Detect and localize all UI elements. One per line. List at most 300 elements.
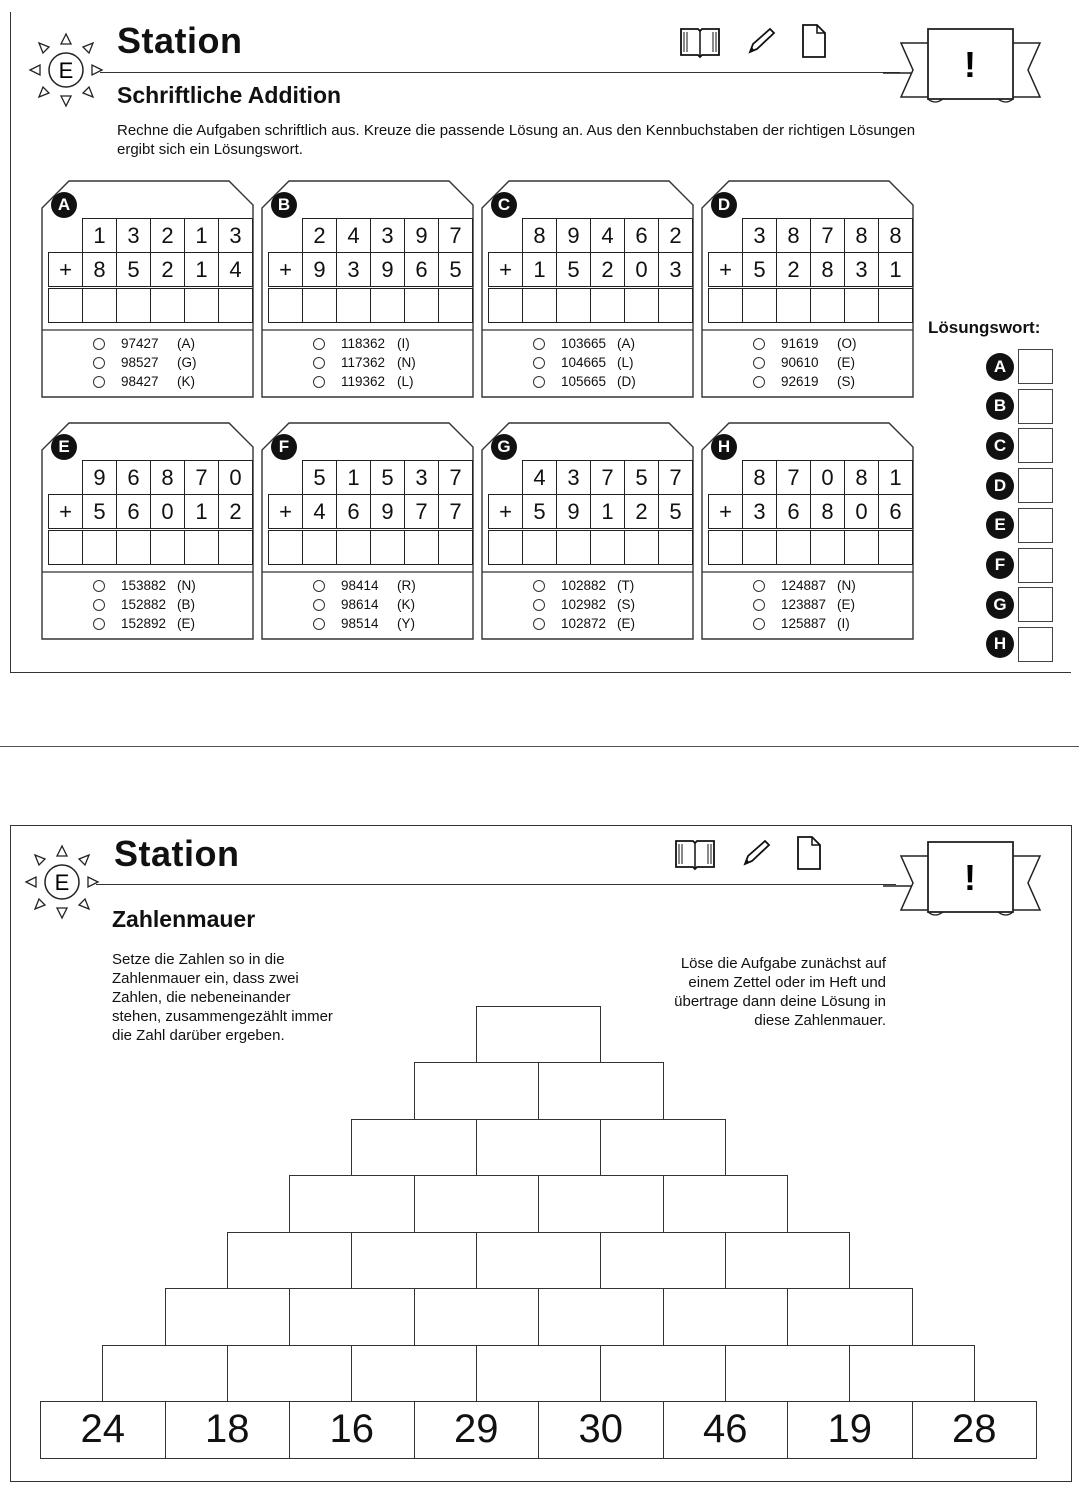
plus-sign: + (49, 253, 83, 288)
option-value: 105665 (561, 374, 607, 389)
wall-brick[interactable] (476, 1006, 602, 1064)
task-badge: G (491, 434, 517, 460)
answer-cell[interactable] (151, 530, 185, 565)
instruction-left: Setze die Zahlen so in die Zahlenmauer ein, dass zwei Zahlen, die nebeneinander stehen, zusammengezählt immer die Zahl darüber ergeben. (112, 951, 333, 1044)
answer-cell[interactable] (303, 530, 337, 565)
option-value: 102882 (561, 578, 607, 593)
digit-top (709, 219, 743, 253)
answer-cell[interactable] (337, 530, 371, 565)
digit-bottom: 3 (743, 495, 777, 530)
solution-box[interactable] (1018, 468, 1053, 503)
option-value: 92619 (781, 374, 819, 389)
solution-box[interactable] (1018, 428, 1053, 463)
answer-option[interactable] (313, 334, 416, 353)
digit-top: 0 (219, 461, 253, 495)
solution-row (986, 587, 1053, 622)
solution-badge: A (986, 353, 1014, 381)
plus-sign: + (709, 253, 743, 288)
digit-top (489, 461, 523, 495)
solution-box[interactable] (1018, 508, 1053, 543)
option-value: 119362 (341, 374, 386, 389)
wall-brick[interactable] (600, 1119, 726, 1177)
digit-bottom: 6 (405, 253, 439, 288)
radio-circle-icon[interactable] (313, 618, 325, 630)
digit-top: 3 (743, 219, 777, 253)
wall-brick[interactable] (476, 1119, 602, 1177)
page-subtitle: Schriftliche Addition (117, 82, 342, 108)
wall-base-number: 46 (663, 1401, 789, 1459)
wall-brick[interactable] (227, 1232, 353, 1290)
answer-cell[interactable] (489, 288, 523, 323)
task-card-f (261, 422, 474, 638)
answer-cell[interactable] (49, 530, 83, 565)
option-code: (K) (177, 374, 195, 389)
digit-bottom: 3 (337, 253, 371, 288)
radio-circle-icon[interactable] (93, 599, 105, 611)
digit-bottom: 6 (337, 495, 371, 530)
plus-sign: + (489, 495, 523, 530)
digit-top (49, 219, 83, 253)
digit-top: 7 (591, 461, 625, 495)
answer-cell[interactable] (743, 288, 777, 323)
wall-brick[interactable] (538, 1288, 664, 1346)
digit-top: 3 (371, 219, 405, 253)
sun-letter-2: E (54, 870, 70, 895)
wall-base-number: 19 (787, 1401, 913, 1459)
solution-row (986, 428, 1053, 463)
page-separator (0, 746, 1079, 747)
task-badge: A (51, 192, 77, 218)
task-badge: C (491, 192, 517, 218)
page-subtitle-2: Zahlenmauer (112, 906, 256, 932)
digit-bottom: 2 (219, 495, 253, 530)
addition-grid (708, 460, 913, 565)
wall-brick[interactable] (849, 1345, 975, 1403)
wall-base-number: 28 (912, 1401, 1038, 1459)
wall-brick[interactable] (289, 1288, 415, 1346)
wall-brick[interactable] (787, 1288, 913, 1346)
digit-top: 2 (303, 219, 337, 253)
answer-cell[interactable] (523, 288, 557, 323)
radio-circle-icon[interactable] (753, 618, 765, 630)
answer-cell[interactable] (83, 288, 117, 323)
solution-badge: H (986, 630, 1014, 658)
answer-cell[interactable] (219, 288, 253, 323)
answer-options (313, 576, 416, 633)
answer-cell[interactable] (625, 288, 659, 323)
digit-bottom: 5 (743, 253, 777, 288)
option-value: 102982 (561, 597, 607, 612)
digit-top: 4 (523, 461, 557, 495)
solution-badge: F (986, 551, 1014, 579)
solution-box[interactable] (1018, 349, 1053, 384)
instruction-right: Löse die Aufgabe zunächst auf einem Zettel oder im Heft und übertrage dann deine Lösung in diese Zahlenmauer. (674, 955, 886, 1029)
answer-cell[interactable] (185, 530, 219, 565)
banner-mark: ! (964, 44, 976, 85)
answer-cell[interactable] (371, 288, 405, 323)
wall-brick[interactable] (351, 1119, 477, 1177)
answer-option[interactable] (533, 595, 635, 614)
radio-circle-icon[interactable] (313, 580, 325, 592)
answer-cell[interactable] (83, 530, 117, 565)
option-code: (N) (397, 355, 416, 370)
solution-box[interactable] (1018, 587, 1053, 622)
wall-brick[interactable] (351, 1232, 477, 1290)
answer-option[interactable] (753, 372, 857, 391)
option-code: (E) (837, 597, 855, 612)
task-card-e (41, 422, 254, 638)
radio-circle-icon[interactable] (93, 376, 105, 388)
radio-circle-icon[interactable] (533, 357, 545, 369)
task-badge: D (711, 192, 737, 218)
digit-bottom: 0 (625, 253, 659, 288)
wall-brick[interactable] (289, 1175, 415, 1233)
digit-top: 7 (185, 461, 219, 495)
option-value: 97427 (121, 336, 159, 351)
digit-top: 8 (151, 461, 185, 495)
digit-bottom: 1 (185, 495, 219, 530)
solution-box[interactable] (1018, 548, 1053, 583)
radio-circle-icon[interactable] (753, 338, 765, 350)
wall-brick[interactable] (600, 1232, 726, 1290)
answer-option[interactable] (753, 353, 857, 372)
digit-bottom: 2 (151, 253, 185, 288)
digit-top: 5 (303, 461, 337, 495)
digit-top (269, 219, 303, 253)
digit-top: 5 (625, 461, 659, 495)
radio-circle-icon[interactable] (533, 580, 545, 592)
radio-circle-icon[interactable] (753, 376, 765, 388)
plus-sign: + (49, 495, 83, 530)
header-rule (100, 72, 900, 73)
digit-bottom: 5 (117, 253, 151, 288)
answer-option[interactable] (93, 576, 196, 595)
digit-top: 4 (337, 219, 371, 253)
option-code: (L) (397, 374, 414, 389)
option-value: 153882 (121, 578, 167, 593)
option-code: (E) (177, 616, 195, 631)
addition-grid (488, 218, 693, 323)
digit-top: 1 (337, 461, 371, 495)
answer-cell[interactable] (659, 288, 693, 323)
digit-bottom: 6 (879, 495, 913, 530)
answer-option[interactable] (753, 334, 857, 353)
answer-option[interactable] (533, 334, 636, 353)
answer-option[interactable] (753, 576, 856, 595)
answer-option[interactable] (533, 353, 636, 372)
answer-option[interactable] (533, 576, 635, 595)
wall-brick[interactable] (414, 1175, 540, 1233)
answer-cell[interactable] (811, 288, 845, 323)
answer-cell[interactable] (557, 288, 591, 323)
option-value: 98414 (341, 578, 379, 593)
digit-bottom: 4 (303, 495, 337, 530)
option-code: (A) (177, 336, 195, 351)
option-value: 104665 (561, 355, 607, 370)
solution-badge: G (986, 591, 1014, 619)
answer-option[interactable] (753, 614, 856, 633)
task-card-c (481, 180, 694, 396)
answer-option[interactable] (93, 595, 196, 614)
digit-bottom: 4 (219, 253, 253, 288)
answer-cell[interactable] (151, 288, 185, 323)
radio-circle-icon[interactable] (313, 376, 325, 388)
option-value: 103665 (561, 336, 607, 351)
option-value: 98614 (341, 597, 379, 612)
digit-bottom: 5 (83, 495, 117, 530)
task-badge: F (271, 434, 297, 460)
option-value: 102872 (561, 616, 607, 631)
option-value: 125887 (781, 616, 827, 631)
task-badge: B (271, 192, 297, 218)
digit-top: 7 (439, 461, 473, 495)
answer-cell[interactable] (117, 530, 151, 565)
wall-brick[interactable] (663, 1175, 789, 1233)
wall-brick[interactable] (725, 1232, 851, 1290)
answer-cell[interactable] (303, 288, 337, 323)
wall-brick[interactable] (476, 1232, 602, 1290)
radio-circle-icon[interactable] (533, 338, 545, 350)
answer-cell[interactable] (591, 530, 625, 565)
solution-badge: C (986, 432, 1014, 460)
answer-cell[interactable] (743, 530, 777, 565)
digit-bottom: 9 (557, 495, 591, 530)
digit-top (49, 461, 83, 495)
answer-option[interactable] (533, 614, 635, 633)
wall-brick[interactable] (414, 1288, 540, 1346)
answer-option[interactable] (93, 372, 197, 391)
digit-bottom: 0 (845, 495, 879, 530)
answer-cell[interactable] (879, 530, 913, 565)
option-value: 98427 (121, 374, 159, 389)
answer-cell[interactable] (49, 288, 83, 323)
answer-cell[interactable] (777, 288, 811, 323)
digit-bottom: 3 (845, 253, 879, 288)
answer-cell[interactable] (591, 288, 625, 323)
answer-cell[interactable] (709, 530, 743, 565)
answer-cell[interactable] (117, 288, 151, 323)
digit-top: 1 (879, 461, 913, 495)
option-code: (N) (837, 578, 856, 593)
radio-circle-icon[interactable] (313, 338, 325, 350)
task-card-d (701, 180, 914, 396)
toolbar-icons-2 (673, 834, 823, 872)
radio-circle-icon[interactable] (93, 580, 105, 592)
answer-option[interactable] (93, 334, 197, 353)
option-code: (G) (177, 355, 197, 370)
digit-top: 3 (219, 219, 253, 253)
radio-circle-icon[interactable] (93, 618, 105, 630)
wall-brick[interactable] (414, 1062, 540, 1120)
answer-cell[interactable] (337, 288, 371, 323)
answer-cell[interactable] (185, 288, 219, 323)
radio-circle-icon[interactable] (533, 599, 545, 611)
plus-sign: + (269, 495, 303, 530)
banner-mark-2: ! (964, 857, 976, 898)
digit-bottom: 6 (117, 495, 151, 530)
option-code: (Y) (397, 616, 415, 631)
addition-grid (488, 460, 693, 565)
option-value: 124887 (781, 578, 827, 593)
answer-cell[interactable] (709, 288, 743, 323)
digit-top: 6 (625, 219, 659, 253)
option-value: 90610 (781, 355, 819, 370)
answer-cell[interactable] (625, 530, 659, 565)
digit-top: 8 (743, 461, 777, 495)
answer-cell[interactable] (659, 530, 693, 565)
digit-bottom: 5 (523, 495, 557, 530)
digit-top (709, 461, 743, 495)
answer-cell[interactable] (523, 530, 557, 565)
addition-grid (48, 460, 253, 565)
addition-grid (268, 460, 473, 565)
digit-bottom: 1 (523, 253, 557, 288)
solution-badge: D (986, 472, 1014, 500)
solution-label: Lösungswort: (928, 318, 1041, 337)
option-value: 98514 (341, 616, 379, 631)
radio-circle-icon[interactable] (313, 599, 325, 611)
wall-base-number: 30 (538, 1401, 664, 1459)
digit-bottom: 1 (185, 253, 219, 288)
digit-top: 8 (845, 461, 879, 495)
digit-bottom: 9 (303, 253, 337, 288)
wall-brick[interactable] (351, 1345, 477, 1403)
option-code: (N) (177, 578, 196, 593)
answer-cell[interactable] (845, 530, 879, 565)
digit-top: 2 (659, 219, 693, 253)
answer-option[interactable] (313, 614, 416, 633)
exclamation-banner-icon-2 (883, 838, 1058, 918)
solution-row (986, 468, 1053, 503)
radio-circle-icon[interactable] (93, 357, 105, 369)
option-code: (L) (617, 355, 634, 370)
wall-brick[interactable] (102, 1345, 228, 1403)
answer-cell[interactable] (557, 530, 591, 565)
radio-circle-icon[interactable] (313, 357, 325, 369)
solution-box[interactable] (1018, 389, 1053, 424)
digit-bottom: 8 (83, 253, 117, 288)
answer-cell[interactable] (371, 530, 405, 565)
radio-circle-icon[interactable] (93, 338, 105, 350)
answer-option[interactable] (93, 353, 197, 372)
answer-cell[interactable] (811, 530, 845, 565)
answer-option[interactable] (313, 576, 416, 595)
option-code: (O) (837, 336, 857, 351)
plus-sign: + (269, 253, 303, 288)
task-card-a (41, 180, 254, 396)
answer-option[interactable] (313, 353, 416, 372)
sheet-icon (800, 22, 828, 60)
option-code: (S) (617, 597, 635, 612)
answer-cell[interactable] (269, 530, 303, 565)
answer-cell[interactable] (405, 288, 439, 323)
answer-option[interactable] (753, 595, 856, 614)
answer-option[interactable] (533, 372, 636, 391)
pencil-icon-2 (739, 836, 773, 870)
task-card-g (481, 422, 694, 638)
option-value: 117362 (341, 355, 386, 370)
digit-top: 7 (659, 461, 693, 495)
answer-cell[interactable] (439, 288, 473, 323)
sun-letter: E (58, 58, 74, 83)
wall-brick[interactable] (663, 1288, 789, 1346)
option-value: 152882 (121, 597, 167, 612)
answer-cell[interactable] (219, 530, 253, 565)
task-card-h (701, 422, 914, 638)
answer-option[interactable] (313, 372, 416, 391)
digit-bottom: 9 (371, 253, 405, 288)
answer-cell[interactable] (845, 288, 879, 323)
digit-top: 9 (83, 461, 117, 495)
book-icon-2 (673, 835, 717, 871)
option-code: (I) (837, 616, 850, 631)
radio-circle-icon[interactable] (533, 618, 545, 630)
answer-option[interactable] (93, 614, 196, 633)
digit-bottom: 0 (151, 495, 185, 530)
solution-row (986, 389, 1053, 424)
radio-circle-icon[interactable] (753, 580, 765, 592)
toolbar-icons (678, 22, 828, 60)
digit-bottom: 5 (439, 253, 473, 288)
digit-top: 0 (811, 461, 845, 495)
digit-top: 2 (151, 219, 185, 253)
radio-circle-icon[interactable] (533, 376, 545, 388)
addition-grid (48, 218, 253, 323)
answer-options (533, 334, 636, 391)
solution-badge: B (986, 392, 1014, 420)
answer-options (313, 334, 416, 391)
digit-bottom: 9 (371, 495, 405, 530)
task-badge: E (51, 434, 77, 460)
solution-row (986, 627, 1053, 662)
option-value: 123887 (781, 597, 827, 612)
digit-top: 7 (811, 219, 845, 253)
answer-options (753, 334, 857, 391)
wall-base-number: 29 (414, 1401, 540, 1459)
answer-cell[interactable] (489, 530, 523, 565)
radio-circle-icon[interactable] (753, 357, 765, 369)
solution-box[interactable] (1018, 627, 1053, 662)
wall-brick[interactable] (538, 1175, 664, 1233)
option-value: 152892 (121, 616, 167, 631)
answer-cell[interactable] (879, 288, 913, 323)
instruction-text: Rechne die Aufgaben schriftlich aus. Kreuze die passende Lösung an. Aus den Kennbuchstaben der richtigen Lösungen ergibt sich ein Lösungswort. (117, 122, 916, 158)
wall-brick[interactable] (725, 1345, 851, 1403)
wall-brick[interactable] (600, 1345, 726, 1403)
wall-brick[interactable] (227, 1345, 353, 1403)
page-title: Station (117, 20, 243, 61)
digit-top: 7 (777, 461, 811, 495)
answer-cell[interactable] (439, 530, 473, 565)
digit-top: 8 (523, 219, 557, 253)
solution-row (986, 508, 1053, 543)
radio-circle-icon[interactable] (753, 599, 765, 611)
digit-top: 6 (117, 461, 151, 495)
wall-brick[interactable] (538, 1062, 664, 1120)
answer-cell[interactable] (405, 530, 439, 565)
wall-brick[interactable] (165, 1288, 291, 1346)
digit-top: 8 (845, 219, 879, 253)
digit-bottom: 2 (591, 253, 625, 288)
option-value: 91619 (781, 336, 819, 351)
digit-top: 9 (557, 219, 591, 253)
answer-option[interactable] (313, 595, 416, 614)
digit-bottom: 5 (659, 495, 693, 530)
wall-brick[interactable] (476, 1345, 602, 1403)
answer-cell[interactable] (777, 530, 811, 565)
sheet-icon-2 (795, 834, 823, 872)
answer-cell[interactable] (269, 288, 303, 323)
